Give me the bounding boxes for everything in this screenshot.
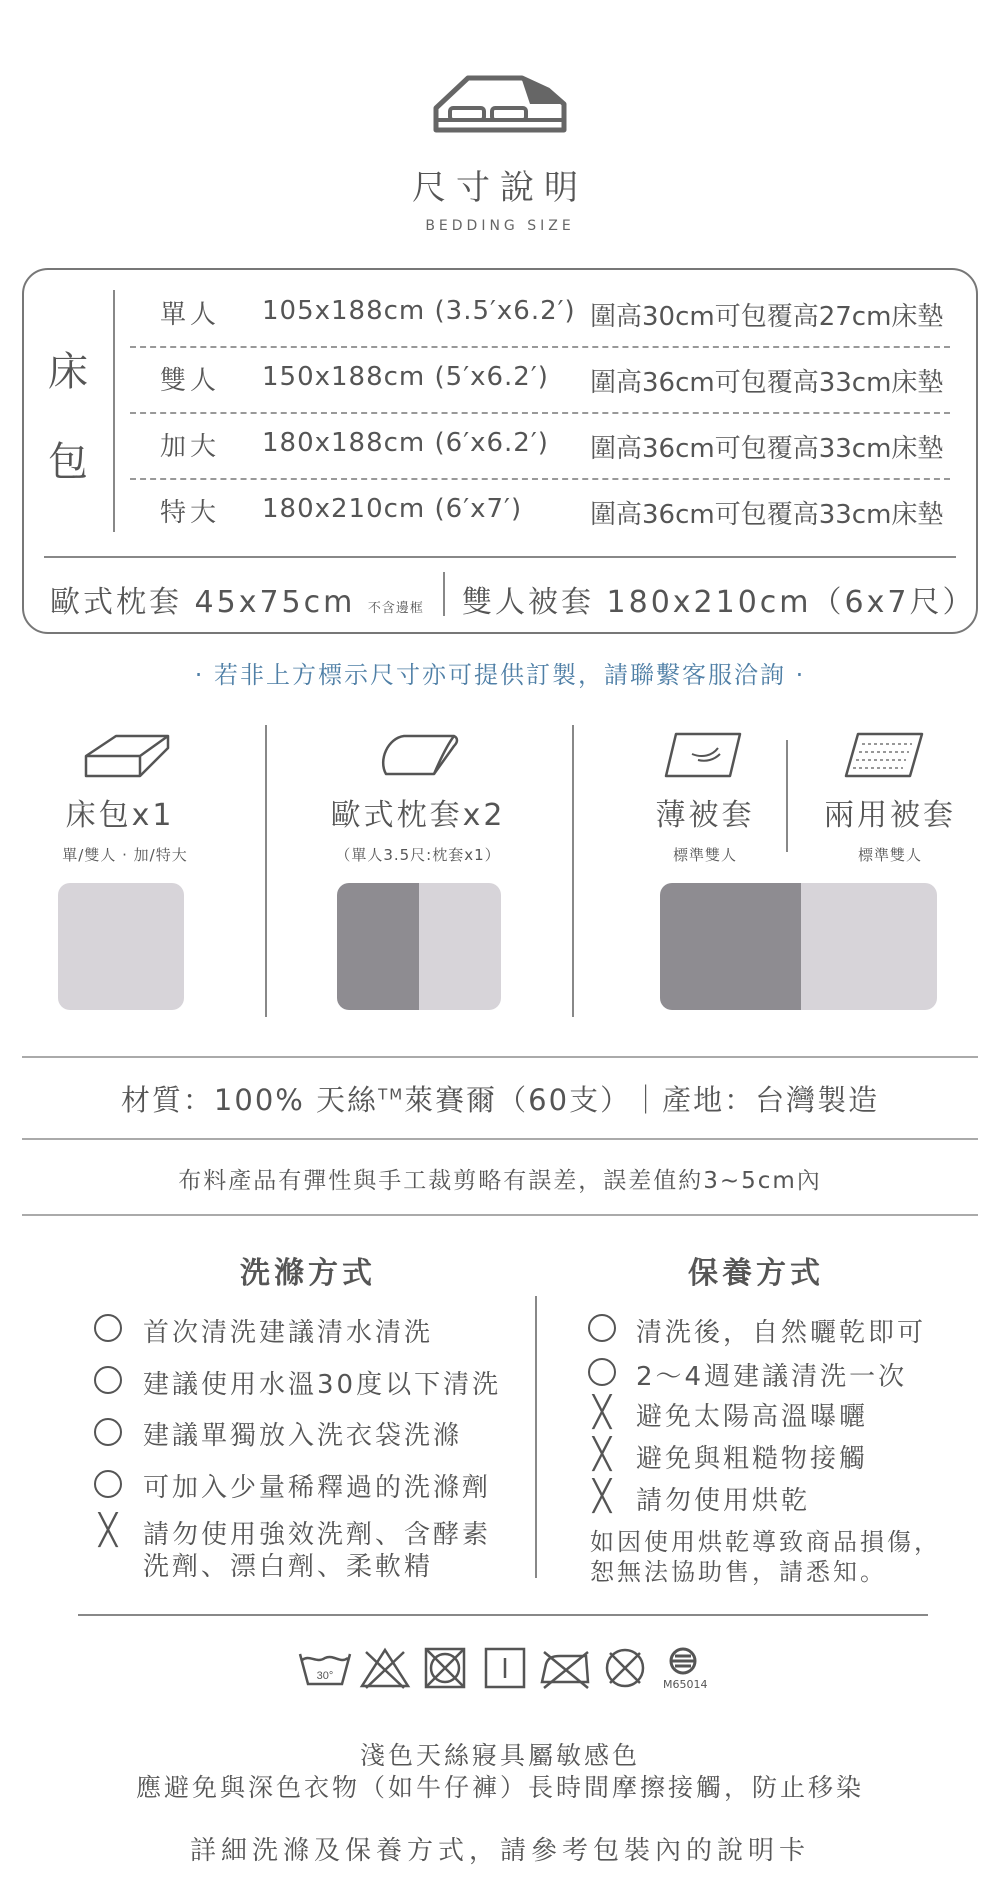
pillowcase-swatch (337, 883, 501, 1010)
section-divider (22, 1214, 978, 1216)
circle-icon (94, 1314, 122, 1342)
page-title: 尺寸說明 (412, 168, 588, 208)
circle-icon (588, 1358, 616, 1386)
size-row (130, 418, 950, 470)
swatch-light (419, 883, 501, 1010)
color-transfer-warning: 應避免與深色衣物（如牛仔褲）長時間摩擦接觸，防止移染 (135, 1773, 864, 1802)
pillowcase-note: （單人3.5尺:枕套x1） (335, 846, 501, 864)
duvet-size: 雙人被套 180x210cm（6x7尺） (462, 585, 976, 620)
care-title: 保養方式 (688, 1256, 824, 1291)
row-divider (130, 346, 950, 348)
material-info (0, 1078, 1000, 1119)
size-dimension: 180x188cm (6′x6.2′) (262, 428, 549, 458)
material-text-pre: 材質：100% 天絲 (120, 1083, 379, 1117)
size-note: 圍高30cm可包覆高27cm床墊 (590, 302, 944, 332)
cross-icon: ╳ (592, 1479, 612, 1514)
circle-icon (94, 1470, 122, 1498)
dual-duvet-title: 兩用被套 (824, 798, 956, 833)
dual-duvet-icon (842, 730, 926, 780)
care-item: 避免與粗糙物接觸 (636, 1444, 869, 1474)
column-divider (572, 725, 574, 1017)
fitted-sheet-swatch (58, 883, 184, 1010)
no-dry-clean-icon (598, 1646, 652, 1690)
color-sensitivity-note: 淺色天絲寢具屬敏感色 (359, 1741, 640, 1770)
washing-item: 首次清洗建議清水清洗 (143, 1318, 434, 1348)
size-name: 單人 (160, 300, 221, 330)
swatch-dark (660, 883, 801, 1010)
row-divider (130, 478, 950, 480)
section-divider (22, 1056, 978, 1058)
pillowcase-size-note: 不含邊框 (367, 601, 424, 616)
no-tumble-dry-icon (418, 1646, 472, 1690)
size-row (130, 484, 950, 536)
trademark-mark: TM (378, 1085, 405, 1104)
care-item: 清洗後，自然曬乾即可 (636, 1318, 927, 1348)
size-row (130, 352, 950, 404)
column-divider (265, 725, 267, 1017)
material-text-post: 萊賽爾（60支）｜產地：台灣製造 (404, 1083, 880, 1117)
custom-order-note: · 若非上方標示尺寸亦可提供訂製，請聯繫客服洽詢 · (194, 661, 806, 689)
pillowcase-icon (378, 730, 460, 778)
table-divider (443, 572, 445, 616)
care-item: 請勿使用烘乾 (636, 1486, 811, 1516)
table-divider (113, 290, 115, 532)
section-divider (22, 1138, 978, 1140)
circle-icon (94, 1418, 122, 1446)
size-name: 雙人 (160, 366, 221, 396)
washing-item: 建議使用水溫30度以下清洗 (143, 1370, 502, 1400)
care-note: 如因使用烘乾導致商品損傷， (590, 1528, 941, 1556)
wash-temp-label: 30° (316, 1670, 334, 1682)
bed-logo-icon (430, 68, 570, 138)
washing-item: 可加入少量稀釋過的洗滌劑 (143, 1473, 492, 1503)
row-divider (130, 412, 950, 414)
fitted-sheet-icon (82, 730, 172, 780)
care-item: 2～4週建議清洗一次 (636, 1362, 908, 1392)
pillowcase-title: 歐式枕套x2 (330, 798, 506, 833)
certification-code: M65014 (663, 1678, 708, 1691)
table-divider (44, 556, 956, 558)
fitted-sheet-label-bottom: 包 (48, 439, 88, 485)
swatch-dark (337, 883, 419, 1010)
pillowcase-size (50, 577, 424, 621)
column-divider (786, 740, 788, 852)
no-iron-icon (538, 1646, 592, 1690)
dual-duvet-size: 標準雙人 (857, 846, 922, 864)
care-note: 恕無法協助售，請悉知。 (590, 1558, 887, 1586)
cross-icon: ╳ (592, 1395, 612, 1430)
column-divider (535, 1296, 537, 1578)
fitted-sheet-sizes: 單/雙人 · 加/特大 (62, 846, 188, 864)
circle-icon (94, 1366, 122, 1394)
size-note: 圍高36cm可包覆高33cm床墊 (590, 500, 944, 530)
washing-title: 洗滌方式 (240, 1256, 376, 1291)
washing-item: 請勿使用強效洗劑、含酵素 (143, 1520, 492, 1550)
size-row (130, 286, 950, 338)
fitted-sheet-label-top: 床 (48, 349, 88, 395)
line-dry-icon (478, 1646, 532, 1690)
section-divider (78, 1614, 928, 1616)
size-note: 圍高36cm可包覆高33cm床墊 (590, 368, 944, 398)
cross-icon: ╳ (592, 1437, 612, 1472)
size-name: 加大 (160, 432, 221, 462)
circle-icon (588, 1314, 616, 1342)
size-dimension: 150x188cm (5′x6.2′) (262, 362, 549, 392)
instruction-card-note: 詳細洗滌及保養方式，請參考包裝內的說明卡 (189, 1836, 810, 1866)
size-dimension: 105x188cm (3.5′x6.2′) (262, 296, 576, 326)
thin-duvet-icon (662, 730, 744, 780)
page-subtitle: BEDDING SIZE (425, 218, 575, 234)
certification-logo-icon (666, 1646, 700, 1676)
duvet-swatch (660, 883, 937, 1010)
no-bleach-icon (358, 1646, 412, 1690)
thin-duvet-title: 薄被套 (655, 798, 755, 833)
fitted-sheet-title: 床包x1 (65, 798, 175, 833)
wash-30-icon (298, 1646, 352, 1690)
swatch-light (801, 883, 937, 1010)
care-item: 避免太陽高溫曝曬 (636, 1402, 869, 1432)
washing-item: 建議單獨放入洗衣袋洗滌 (143, 1421, 463, 1451)
pillowcase-size-text: 歐式枕套 45x75cm (50, 585, 356, 620)
size-dimension: 180x210cm (6′x7′) (262, 494, 523, 524)
thin-duvet-size: 標準雙人 (672, 846, 737, 864)
cross-icon: ╳ (98, 1513, 118, 1548)
washing-item-continued: 洗劑、漂白劑、柔軟精 (143, 1552, 434, 1582)
tolerance-note: 布料產品有彈性與手工裁剪略有誤差，誤差值約3~5cm內 (178, 1168, 822, 1194)
size-note: 圍高36cm可包覆高33cm床墊 (590, 434, 944, 464)
swatch-light (58, 883, 184, 1010)
size-name: 特大 (160, 498, 221, 528)
